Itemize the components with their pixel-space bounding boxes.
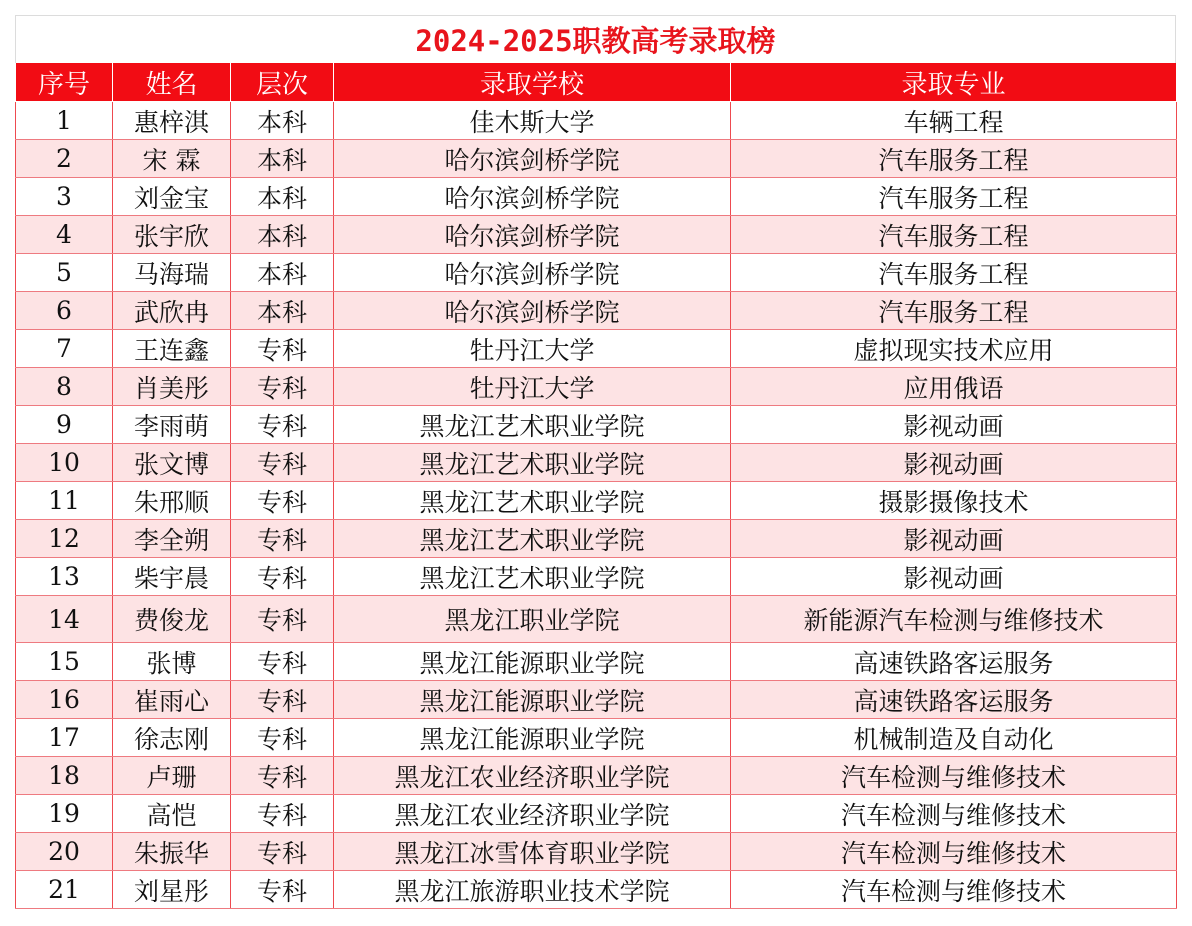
cell-major: 汽车检测与维修技术: [731, 795, 1177, 833]
cell-name: 张文博: [113, 444, 231, 482]
cell-name: 刘金宝: [113, 178, 231, 216]
table-row: [16, 795, 1177, 833]
cell-index: 17: [16, 719, 113, 757]
cell-level: 专科: [231, 482, 334, 520]
cell-school: 黑龙江能源职业学院: [334, 643, 731, 681]
cell-school: 黑龙江艺术职业学院: [334, 444, 731, 482]
table-row: [16, 520, 1177, 558]
cell-index: 21: [16, 871, 113, 909]
cell-index: 3: [16, 178, 113, 216]
cell-major: 汽车服务工程: [731, 140, 1177, 178]
cell-level: 本科: [231, 178, 334, 216]
cell-index: 15: [16, 643, 113, 681]
sheet-title: 2024-2025职教高考录取榜: [15, 15, 1176, 63]
cell-index: 13: [16, 558, 113, 596]
cell-school: 哈尔滨剑桥学院: [334, 178, 731, 216]
cell-major: 汽车检测与维修技术: [731, 833, 1177, 871]
cell-major: 汽车服务工程: [731, 292, 1177, 330]
cell-name: 刘星彤: [113, 871, 231, 909]
table-row: [16, 140, 1177, 178]
cell-level: 本科: [231, 140, 334, 178]
cell-index: 14: [16, 596, 113, 643]
cell-major: 汽车服务工程: [731, 178, 1177, 216]
table-body: [16, 102, 1177, 909]
cell-school: 黑龙江艺术职业学院: [334, 558, 731, 596]
cell-name: 宋 霖: [113, 140, 231, 178]
cell-school: 哈尔滨剑桥学院: [334, 254, 731, 292]
cell-major: 高速铁路客运服务: [731, 681, 1177, 719]
cell-level: 专科: [231, 330, 334, 368]
cell-major: 汽车检测与维修技术: [731, 871, 1177, 909]
table-row: [16, 330, 1177, 368]
cell-name: 马海瑞: [113, 254, 231, 292]
cell-level: 专科: [231, 520, 334, 558]
table-row: [16, 757, 1177, 795]
cell-school: 黑龙江农业经济职业学院: [334, 795, 731, 833]
cell-major: 汽车检测与维修技术: [731, 757, 1177, 795]
cell-level: 专科: [231, 444, 334, 482]
cell-major: 机械制造及自动化: [731, 719, 1177, 757]
admission-table: [15, 63, 1177, 909]
cell-level: 本科: [231, 292, 334, 330]
table-row: [16, 681, 1177, 719]
cell-index: 4: [16, 216, 113, 254]
cell-index: 9: [16, 406, 113, 444]
cell-name: 徐志刚: [113, 719, 231, 757]
cell-index: 8: [16, 368, 113, 406]
cell-name: 李全朔: [113, 520, 231, 558]
cell-school: 哈尔滨剑桥学院: [334, 216, 731, 254]
cell-major: 影视动画: [731, 406, 1177, 444]
cell-school: 黑龙江农业经济职业学院: [334, 757, 731, 795]
header-school: 录取学校: [334, 63, 731, 102]
cell-level: 专科: [231, 833, 334, 871]
cell-name: 卢珊: [113, 757, 231, 795]
cell-school: 牡丹江大学: [334, 330, 731, 368]
cell-level: 专科: [231, 681, 334, 719]
cell-major: 应用俄语: [731, 368, 1177, 406]
cell-index: 16: [16, 681, 113, 719]
cell-level: 专科: [231, 368, 334, 406]
cell-name: 张宇欣: [113, 216, 231, 254]
cell-school: 黑龙江艺术职业学院: [334, 520, 731, 558]
cell-index: 20: [16, 833, 113, 871]
cell-name: 朱振华: [113, 833, 231, 871]
cell-school: 黑龙江艺术职业学院: [334, 482, 731, 520]
cell-school: 黑龙江冰雪体育职业学院: [334, 833, 731, 871]
header-level: 层次: [231, 63, 334, 102]
cell-name: 李雨萌: [113, 406, 231, 444]
cell-major: 汽车服务工程: [731, 216, 1177, 254]
table-row: [16, 216, 1177, 254]
cell-major: 车辆工程: [731, 102, 1177, 140]
cell-level: 本科: [231, 254, 334, 292]
cell-name: 费俊龙: [113, 596, 231, 643]
table-row: [16, 482, 1177, 520]
cell-name: 肖美彤: [113, 368, 231, 406]
cell-major: 高速铁路客运服务: [731, 643, 1177, 681]
cell-major: 影视动画: [731, 558, 1177, 596]
cell-index: 19: [16, 795, 113, 833]
cell-name: 朱邢顺: [113, 482, 231, 520]
cell-index: 10: [16, 444, 113, 482]
cell-index: 1: [16, 102, 113, 140]
header-major: 录取专业: [731, 63, 1177, 102]
header-name: 姓名: [113, 63, 231, 102]
cell-school: 哈尔滨剑桥学院: [334, 292, 731, 330]
table-row: [16, 406, 1177, 444]
cell-school: 佳木斯大学: [334, 102, 731, 140]
cell-major: 影视动画: [731, 444, 1177, 482]
cell-name: 张博: [113, 643, 231, 681]
cell-name: 武欣冉: [113, 292, 231, 330]
table-row: [16, 558, 1177, 596]
cell-level: 专科: [231, 643, 334, 681]
cell-level: 专科: [231, 719, 334, 757]
cell-level: 专科: [231, 406, 334, 444]
cell-school: 黑龙江能源职业学院: [334, 719, 731, 757]
table-row: [16, 292, 1177, 330]
cell-school: 牡丹江大学: [334, 368, 731, 406]
cell-major: 新能源汽车检测与维修技术: [731, 596, 1177, 643]
cell-school: 哈尔滨剑桥学院: [334, 140, 731, 178]
cell-level: 专科: [231, 795, 334, 833]
table-row: [16, 444, 1177, 482]
cell-index: 12: [16, 520, 113, 558]
cell-index: 6: [16, 292, 113, 330]
header-index: 序号: [16, 63, 113, 102]
cell-school: 黑龙江艺术职业学院: [334, 406, 731, 444]
table-row: [16, 643, 1177, 681]
cell-level: 专科: [231, 757, 334, 795]
table-row: [16, 178, 1177, 216]
table-row: [16, 254, 1177, 292]
cell-major: 汽车服务工程: [731, 254, 1177, 292]
table-row: [16, 833, 1177, 871]
cell-level: 本科: [231, 216, 334, 254]
cell-major: 影视动画: [731, 520, 1177, 558]
table-row: [16, 102, 1177, 140]
cell-name: 高恺: [113, 795, 231, 833]
cell-name: 崔雨心: [113, 681, 231, 719]
table-row: [16, 719, 1177, 757]
table-row: [16, 596, 1177, 643]
cell-level: 专科: [231, 871, 334, 909]
cell-major: 虚拟现实技术应用: [731, 330, 1177, 368]
cell-level: 专科: [231, 596, 334, 643]
cell-name: 柴宇晨: [113, 558, 231, 596]
cell-level: 专科: [231, 558, 334, 596]
admission-sheet: [15, 15, 1176, 909]
header-row: [16, 63, 1177, 102]
cell-index: 18: [16, 757, 113, 795]
cell-school: 黑龙江旅游职业技术学院: [334, 871, 731, 909]
cell-name: 王连鑫: [113, 330, 231, 368]
cell-major: 摄影摄像技术: [731, 482, 1177, 520]
table-row: [16, 871, 1177, 909]
cell-school: 黑龙江职业学院: [334, 596, 731, 643]
cell-level: 本科: [231, 102, 334, 140]
cell-index: 11: [16, 482, 113, 520]
cell-school: 黑龙江能源职业学院: [334, 681, 731, 719]
cell-index: 5: [16, 254, 113, 292]
table-row: [16, 368, 1177, 406]
cell-index: 7: [16, 330, 113, 368]
cell-index: 2: [16, 140, 113, 178]
cell-name: 惠梓淇: [113, 102, 231, 140]
